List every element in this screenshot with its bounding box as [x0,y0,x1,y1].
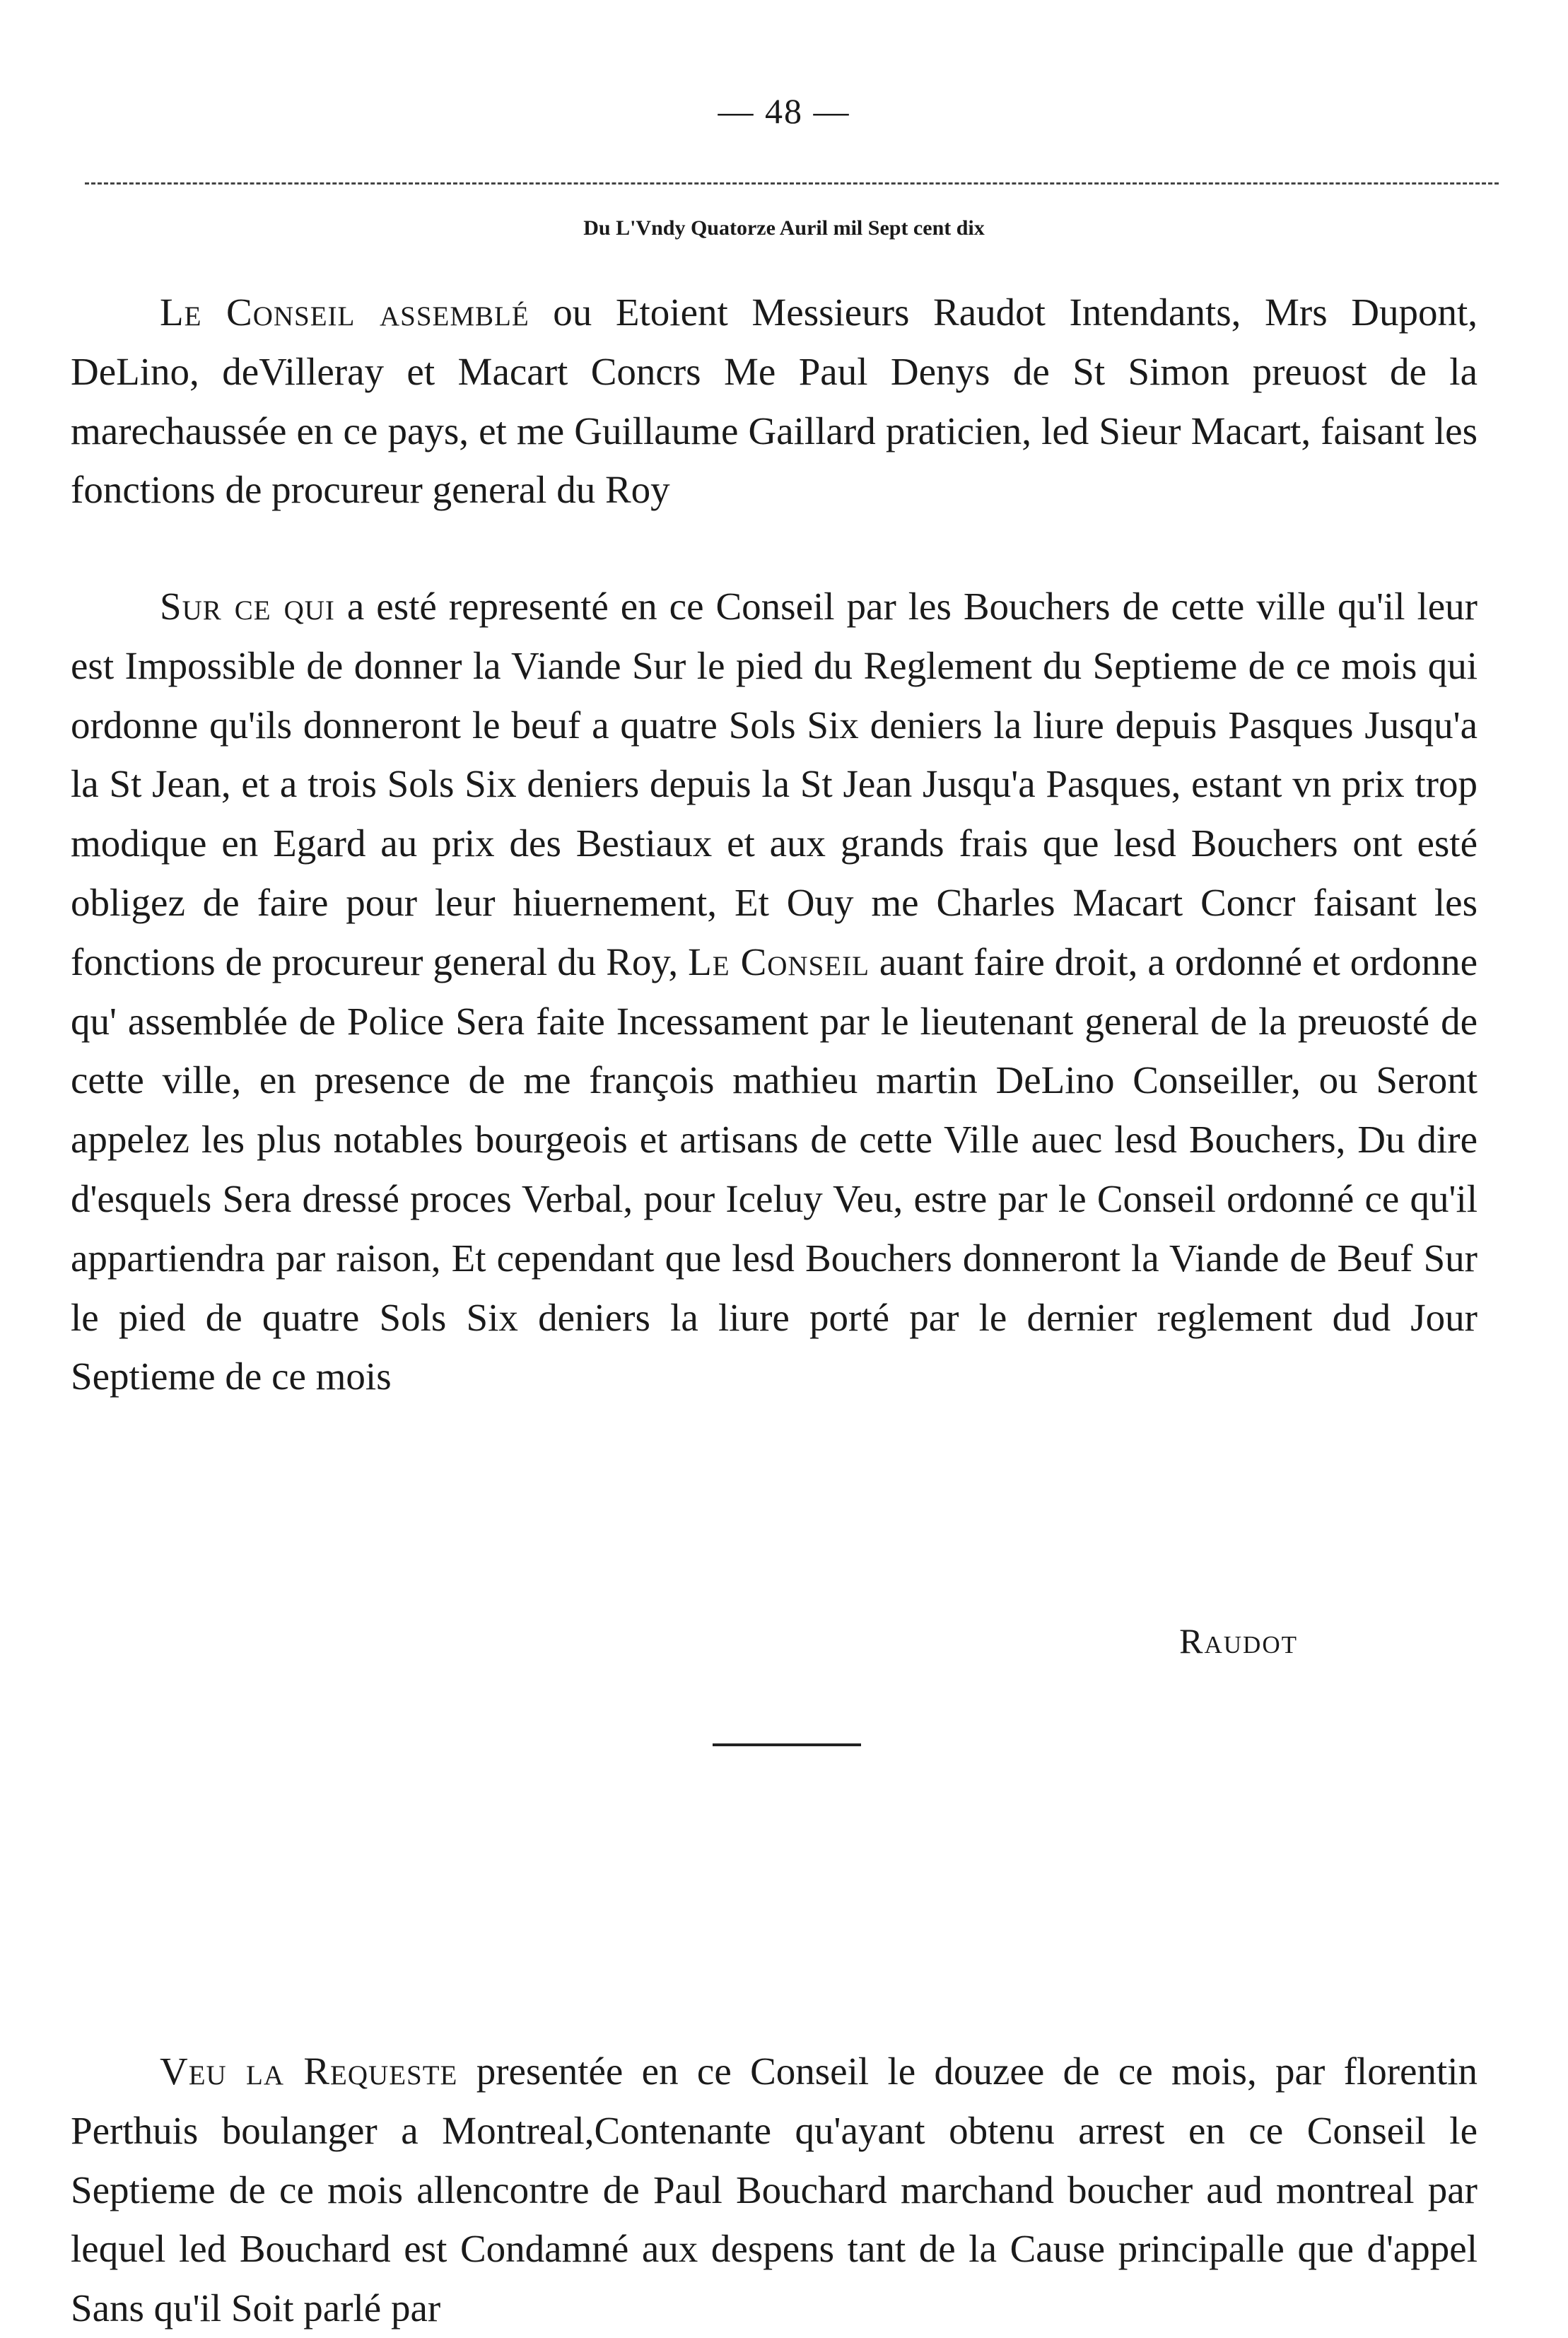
paragraph-council-assembled [71,283,1478,520]
header-rule [85,182,1499,185]
paragraph-lead: Le Conseil assemblé [160,291,530,334]
paragraph-text: a esté representé en ce Conseil par les Bouchers de cette ville qu'il leur est Impossible de donner la Viande Sur le pied du Reglement du Septieme de ce mois qui ordonne qu'ils donneront le beuf a quatre Sols Six deniers la liure depuis Pasques Jusqu'a la St Jean, et a trois Sols Six deniers depuis la St Jean Jusqu'a Pasques, estant vn prix trop modique en Egard au prix des Bestiaux et aux grands frais que lesd Bouchers ont esté obligez de faire pour leur hiuernement, Et Ouy me Charles Macart Concr faisant les fonctions de procureur general du Roy, [71,585,1478,983]
paragraph-text: presentée en ce Conseil le douzee de ce mois, par florentin Perthuis boulanger a Montreal,Contenante qu'ayant obtenu arrest en ce Conseil le Septieme de ce mois allencontre de Paul Bouchard marchand boucher aud montreal par lequel led Bouchard est Condamné aux despens tant de la Cause principalle que d'appel Sans qu'il Soit parlé par [71,2050,1478,2330]
paragraph-lead: Veu la Requeste [160,2050,458,2093]
page-number: — 48 — [718,91,850,131]
paragraph-butchers-ruling [71,577,1478,1406]
signature-raudot: Raudot [1179,1621,1298,1661]
paragraph-lead: Sur ce qui [160,585,335,628]
inline-small-caps: Le Conseil [688,940,870,983]
paragraph-text-continued: auant faire droit, a ordonné et ordonne qu' assemblée de Police Sera faite Incessament par le lieutenant general de la preuosté de cette ville, en presence de me françois mathieu martin DeLino Conseiller, ou Seront appelez les plus notables bourgeois et artisans de cette Ville auec lesd Bouchers, Du dire d'esquels Sera dressé proces Verbal, pour Iceluy Veu, estre par le Conseil ordonné ce qu'il appartiendra par raison, Et cependant que lesd Bouchers donneront la Viande de Beuf Sur le pied de quatre Sols Six deniers la liure porté par le dernier reglement dud Jour Septieme de ce mois [71,940,1478,1398]
paragraph-text: ou Etoient Messieurs Raudot Intendants, Mrs Dupont, DeLino, deVilleray et Macart Concrs Me Paul Denys de St Simon preuost de la marechaussée en ce pays, et me Guillaume Gaillard praticien, led Sieur Macart, faisant les fonctions de procureur general du Roy [71,291,1478,512]
paragraph-requeste [71,2042,1478,2338]
session-heading: Du L'Vndy Quatorze Auril mil Sept cent dix [583,216,985,240]
section-divider [713,1743,861,1746]
